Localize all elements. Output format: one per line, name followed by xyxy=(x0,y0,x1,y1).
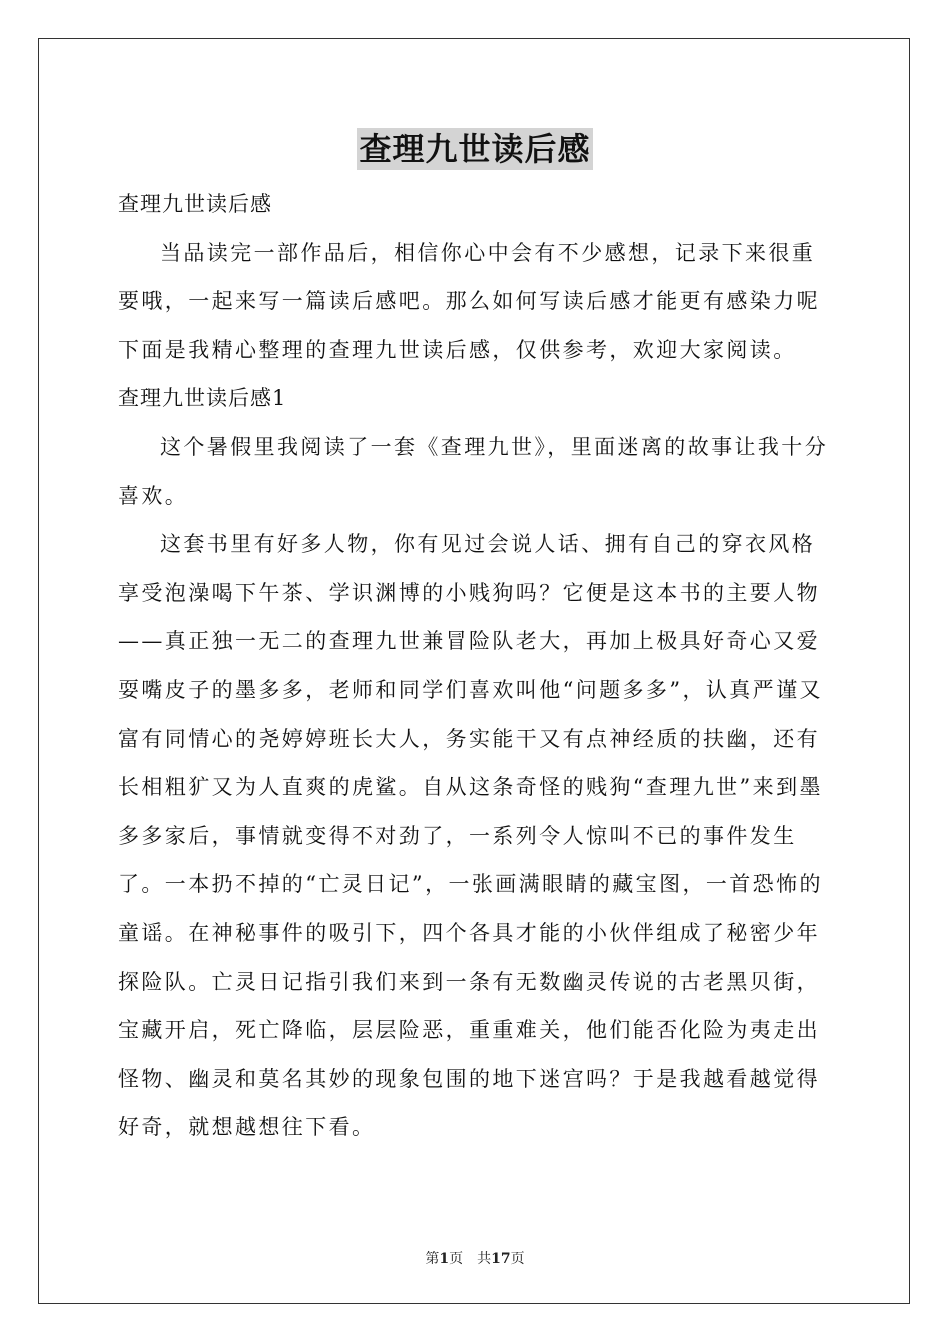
total-suffix: 页 xyxy=(510,1251,525,1267)
body-paragraph: 这个暑假里我阅读了一套《查理九世》，里面迷离的故事让我十分喜欢。 xyxy=(118,434,829,508)
page-footer xyxy=(0,1248,950,1268)
section-heading: 查理九世读后感1 xyxy=(118,386,287,411)
document-title: 查理九世读后感 xyxy=(359,130,591,168)
body-paragraph: 这套书里有好多人物，你有见过会说人话、拥有自己的穿衣风格享受泡澡喝下午茶、学识渊博的小贱狗吗？它便是这本书的主要人物——真正独一无二的查理九世兼冒险队老大，再加上极具好奇心又爱耍嘴皮子的墨多多，老师和同学们喜欢叫他“问题多多”，认真严谨又富有同情心的尧婷婷班长大人，务实能干又有点神经质的扶幽，还有长相粗犷又为人直爽的虎鲨。自从这条奇怪的贱狗“查理九世”来到墨多多家后，事情就变得不对劲了，一系列令人惊叫不已的事件发生了。一本扔不掉的“亡灵日记”，一张画满眼睛的藏宝图，一首恐怖的童谣。在神秘事件的吸引下，四个各具才能的小伙伴组成了秘密少年探险队。亡灵日记指引我们来到一条有无数幽灵传说的古老黑贝街，宝藏开启，死亡降临，层层险恶，重重难关，他们能否化险为夷走出怪物、幽灵和莫名其妙的现象包围的地下迷宫吗？于是我越看越觉得好奇，就想越想往下看。 xyxy=(118,532,823,1140)
subtitle-heading: 查理九世读后感 xyxy=(118,192,272,216)
total-prefix: 共 xyxy=(477,1251,492,1267)
page-suffix: 页 xyxy=(449,1251,464,1267)
intro-paragraph: 当品读完一部作品后，相信你心中会有不少感想，记录下来很重要哦，一起来写一篇读后感吧。那么如何写读后感才能更有感染力呢下面是我精心整理的查理九世读后感，仅供参考，欢迎大家阅读。 xyxy=(118,240,820,362)
total-pages: 17 xyxy=(491,1251,511,1267)
page-prefix: 第 xyxy=(425,1251,440,1267)
title-container xyxy=(0,128,950,170)
document-body xyxy=(118,180,834,1152)
page-number: 1 xyxy=(439,1251,450,1267)
